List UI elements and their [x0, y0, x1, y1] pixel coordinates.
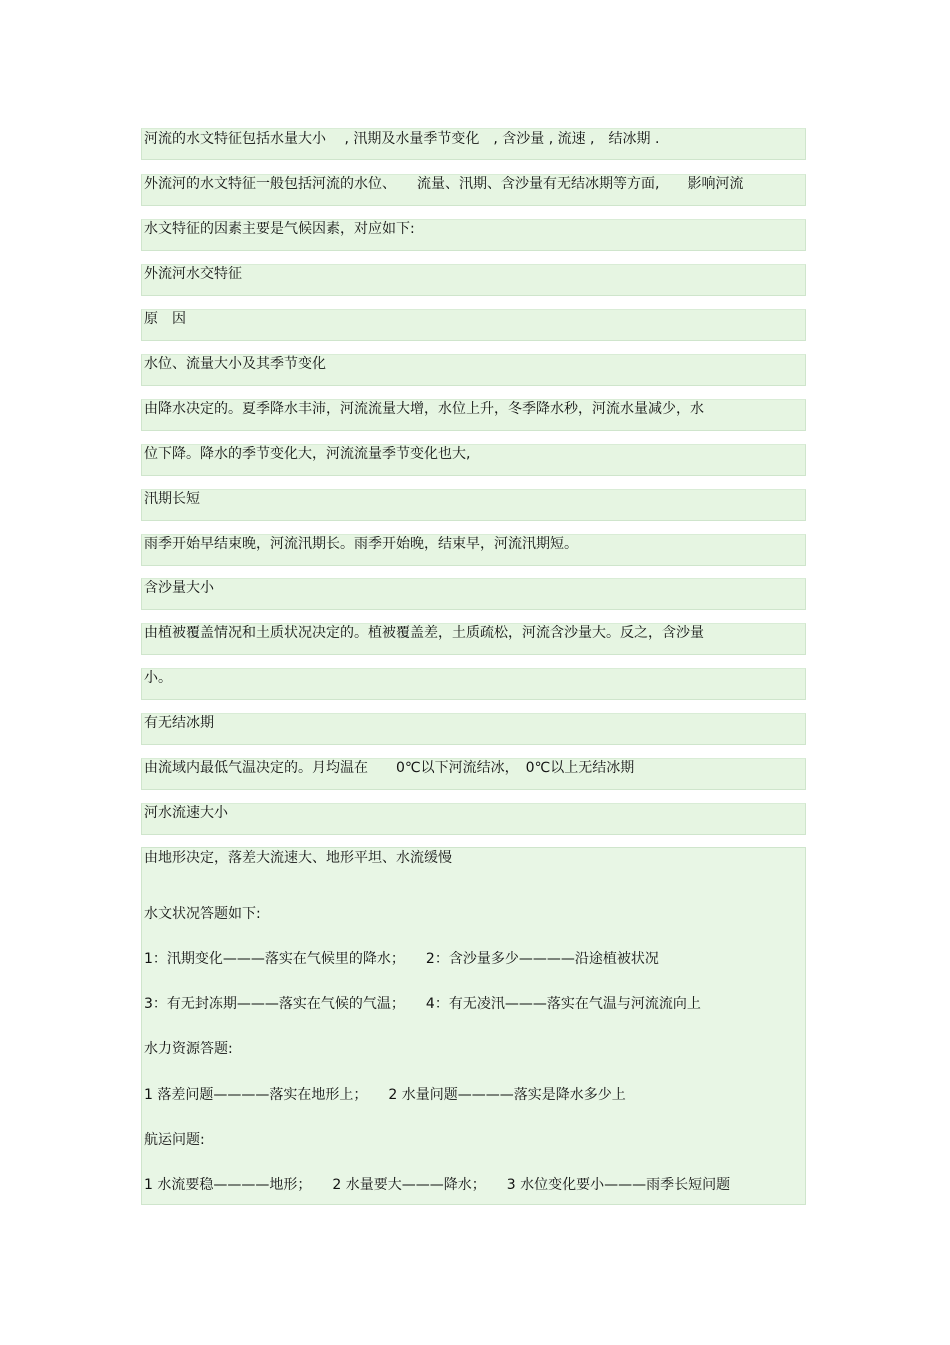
answer-notes-block	[141, 847, 806, 1205]
table-row-13	[141, 668, 806, 700]
table-row-11	[141, 578, 806, 610]
table-cell: 由流域内最低气温决定的。月均温在 0℃以下河流结冰， 0℃以上无结冰期	[144, 760, 635, 776]
table-cell: 含沙量大小	[144, 580, 214, 596]
answer-line: 1：汛期变化———落实在气候里的降水； 2：含沙量多少————沿途植被状况	[144, 951, 659, 967]
table-cell: 位下降。降水的季节变化大，河流流量季节变化也大,	[144, 446, 471, 462]
answer-line: 3：有无封冻期———落实在气候的气温； 4：有无凌汛———落实在气温与河流流向上	[144, 996, 701, 1012]
table-row-14	[141, 713, 806, 745]
table-cell: 水位、流量大小及其季节变化	[144, 356, 326, 372]
table-cell: 外流河水交特征	[144, 266, 242, 282]
table-cell: 汛期长短	[144, 491, 200, 507]
section-heading: 水文状况答题如下:	[144, 906, 261, 922]
paragraph-line: 水文特征的因素主要是气候因素，对应如下:	[144, 221, 415, 237]
paragraph-line: 河流的水文特征包括水量大小 , 汛期及水量季节变化 , 含沙量 , 流速 , 结冰期 .	[144, 131, 660, 147]
paragraph-line: 外流河的水文特征一般包括河流的水位、 流量、汛期、含沙量有无结冰期等方面, 影响河流	[144, 176, 744, 192]
answer-line: 1 水流要稳————地形； 2 水量要大———降水； 3 水位变化要小———雨季长短问题	[144, 1177, 731, 1193]
table-row-9	[141, 489, 806, 521]
table-cell: 由地形决定，落差大流速大、地形平坦、水流缓慢	[144, 850, 452, 866]
section-heading: 航运问题:	[144, 1132, 205, 1148]
table-cell: 原 因	[144, 311, 186, 327]
table-row-5	[141, 309, 806, 341]
answer-line: 1 落差问题————落实在地形上； 2 水量问题————落实是降水多少上	[144, 1087, 626, 1103]
table-cell: 雨季开始早结束晚，河流汛期长。雨季开始晚，结束早，河流汛期短。	[144, 536, 578, 552]
table-cell: 有无结冰期	[144, 715, 214, 731]
section-heading: 水力资源答题:	[144, 1041, 233, 1057]
table-cell: 小。	[144, 670, 172, 686]
table-row-16	[141, 803, 806, 835]
table-cell: 由降水决定的。夏季降水丰沛，河流流量大增，水位上升，冬季降水秒，河流水量减少，水	[144, 401, 704, 417]
table-cell: 河水流速大小	[144, 805, 228, 821]
table-cell: 由植被覆盖情况和土质状况决定的。植被覆盖差，土质疏松，河流含沙量大。反之，含沙量	[144, 625, 704, 641]
